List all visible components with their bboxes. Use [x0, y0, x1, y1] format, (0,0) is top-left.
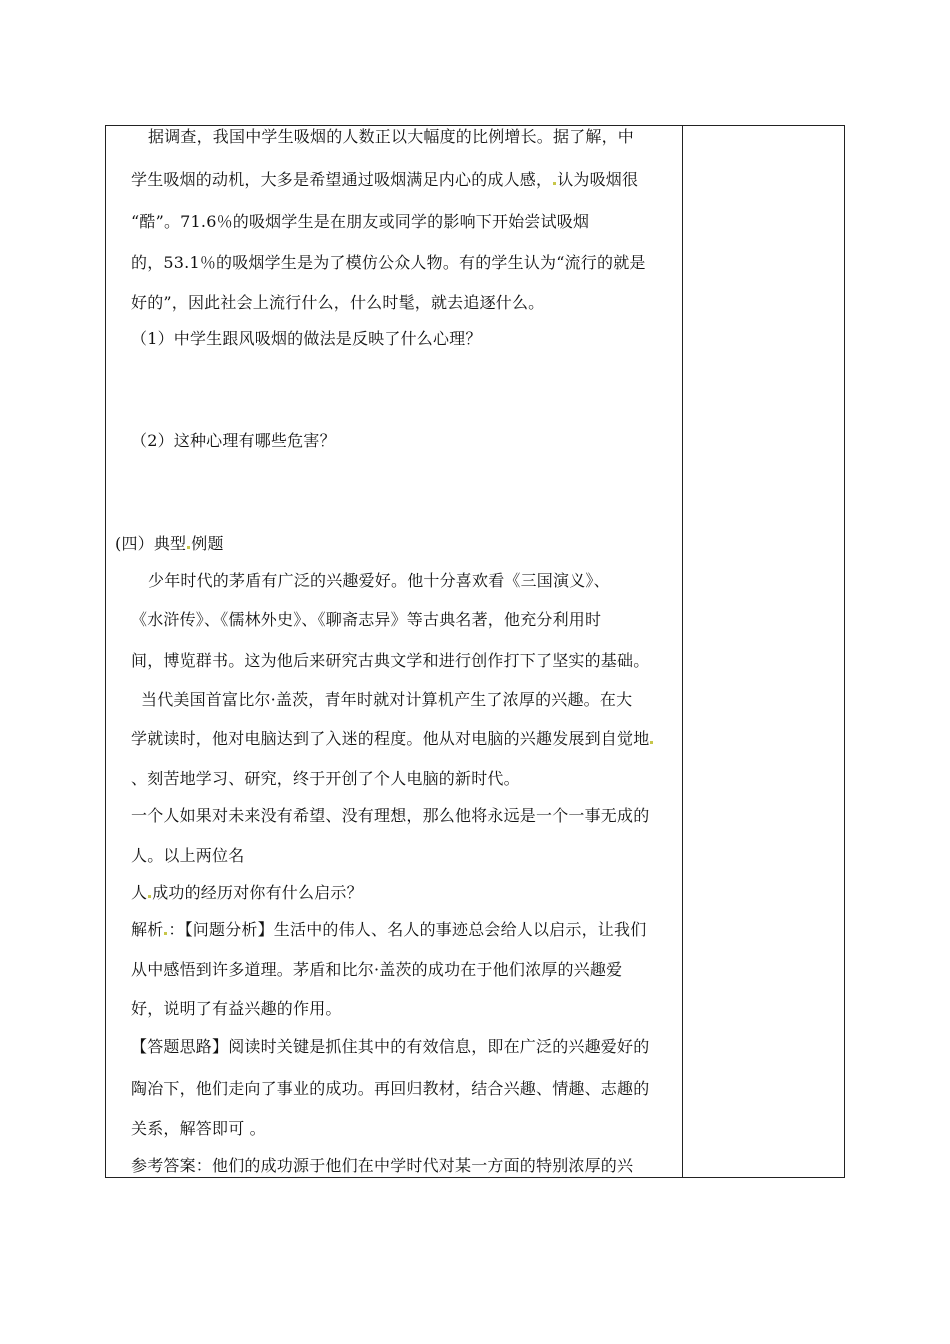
text-line: 关系，解答即可 。: [131, 1119, 266, 1138]
edit-mark: [650, 741, 653, 744]
text-line: 解析 ：【问题分析】生活中的伟人、名人的事迹总会给人以启示，让我们: [131, 920, 647, 939]
text-line: 好，说明了有益兴趣的作用。: [131, 999, 342, 1018]
text-line: 【答题思路】阅读时关键是抓住其中的有效信息，即在广泛的兴趣爱好的: [131, 1037, 650, 1056]
text-line: 好的”，因此社会上流行什么，什么时髦，就去追逐什么。: [131, 293, 545, 312]
text-line: 据调查，我国中学生吸烟的人数正以大幅度的比例增长。据了解，中: [148, 127, 635, 146]
text-line: 一个人如果对未来没有希望、没有理想，那么他将永远是一个一事无成的: [131, 806, 650, 825]
text-line: 、刻苦地学习、研究，终于开创了个人电脑的新时代。: [131, 769, 520, 788]
text-line: 人。以上两位名: [131, 846, 245, 865]
text-line: 参考答案：他们的成功源于他们在中学时代对某一方面的特别浓厚的兴: [131, 1156, 634, 1175]
edit-mark: [164, 932, 167, 935]
edit-mark: [148, 895, 151, 898]
text-line: 陶冶下，他们走向了事业的成功。再回归教材，结合兴趣、情趣、志趣的: [131, 1079, 650, 1098]
column-divider: [682, 125, 683, 1178]
edit-mark: [187, 546, 190, 549]
text-line: 学生吸烟的动机，大多是希望通过吸烟满足内心的成人感， 认为吸烟很: [131, 170, 639, 189]
text-line: “酷”。71.6％的吸烟学生是在朋友或同学的影响下开始尝试吸烟: [131, 212, 590, 231]
text-line: 学就读时，他对电脑达到了入迷的程度。他从对电脑的兴趣发展到自觉地: [131, 729, 654, 749]
question-2: （2）这种心理有哪些危害？: [131, 431, 336, 450]
text-line: 《水浒传》、《儒林外史》、《聊斋志异》等古典名著，他充分利用时: [131, 610, 602, 629]
text-line: 间，博览群书。这为他后来研究古典文学和进行创作打下了坚实的基础。: [131, 651, 650, 670]
text-line: 少年时代的茅盾有广泛的兴趣爱好。他十分喜欢看《三国演义》、: [148, 571, 610, 590]
section-heading: (四）典型 例题: [115, 534, 224, 553]
text-line: 人 成功的经历对你有什么启示？: [131, 883, 363, 902]
question-1: （1）中学生跟风吸烟的做法是反映了什么心理？: [131, 329, 482, 348]
text-line: 当代美国首富比尔·盖茨，青年时就对计算机产生了浓厚的兴趣。在大: [141, 690, 633, 709]
text-line: 从中感悟到许多道理。茅盾和比尔·盖茨的成功在于他们浓厚的兴趣爱: [131, 960, 623, 979]
text-line: 的，53.1％的吸烟学生是为了模仿公众人物。有的学生认为“流行的就是: [131, 253, 646, 272]
edit-mark: [553, 182, 556, 185]
